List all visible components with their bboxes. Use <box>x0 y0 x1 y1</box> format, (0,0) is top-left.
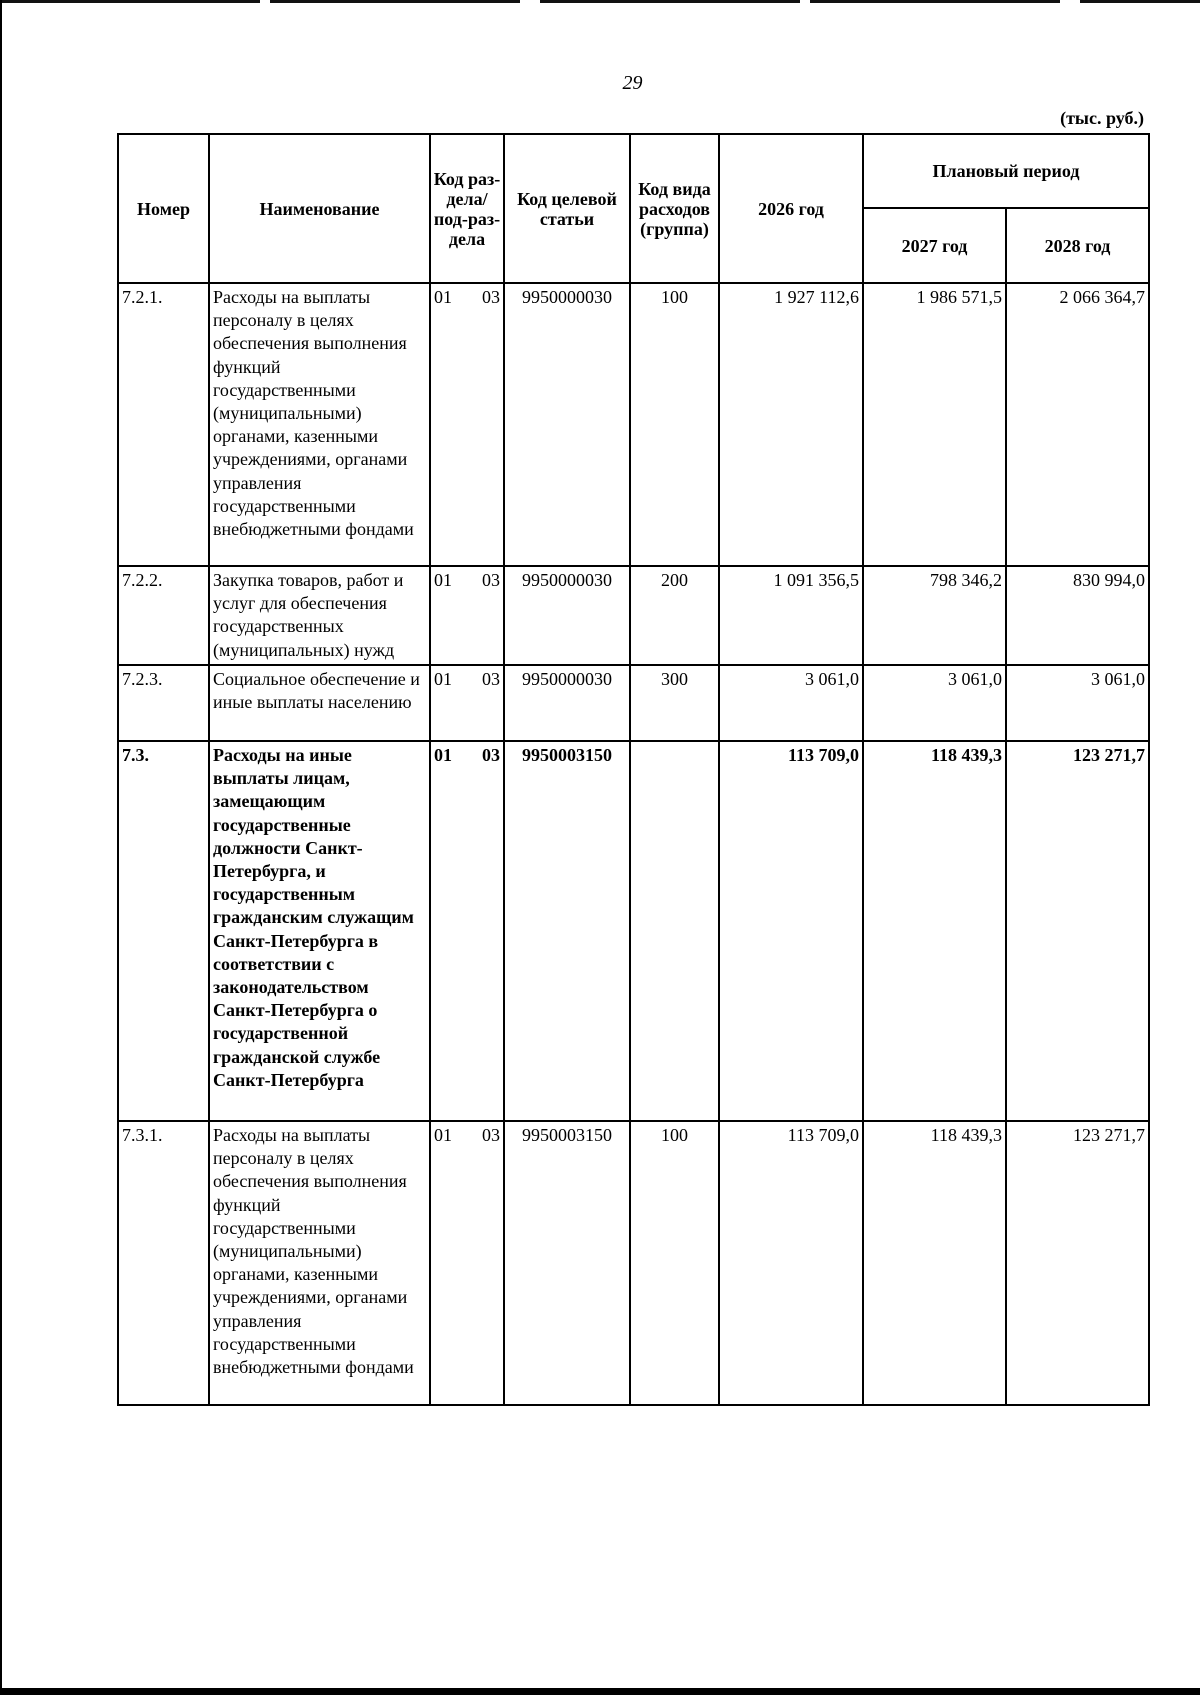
row-section <box>430 1121 504 1405</box>
row-target-code: 9950000030 <box>504 566 630 665</box>
budget-table <box>117 133 1150 1406</box>
subsection-code: 03 <box>482 287 500 307</box>
row-number: 7.2.2. <box>118 566 209 665</box>
row-target-code: 9950000030 <box>504 283 630 566</box>
table-row <box>118 665 1149 741</box>
row-amount-2026: 1 927 112,6 <box>719 283 863 566</box>
header-number: Номер <box>118 134 209 283</box>
row-expense-group: 300 <box>630 665 719 741</box>
row-target-code: 9950003150 <box>504 741 630 1121</box>
scan-top-edge <box>0 0 1200 3</box>
row-expense-group: 200 <box>630 566 719 665</box>
row-amount-2028: 123 271,7 <box>1006 1121 1149 1405</box>
row-section <box>430 741 504 1121</box>
header-expense-type: Код вида расходов (группа) <box>630 134 719 283</box>
row-amount-2028: 123 271,7 <box>1006 741 1149 1121</box>
row-amount-2026: 113 709,0 <box>719 741 863 1121</box>
header-section: Код раз-дела/ под-раз-дела <box>430 134 504 283</box>
row-amount-2027: 118 439,3 <box>863 1121 1006 1405</box>
row-section <box>430 283 504 566</box>
row-expense-group: 100 <box>630 1121 719 1405</box>
row-expense-group: 100 <box>630 283 719 566</box>
row-amount-2026: 3 061,0 <box>719 665 863 741</box>
section-code: 01 <box>434 570 452 590</box>
section-code: 01 <box>434 287 452 307</box>
row-number: 7.3.1. <box>118 1121 209 1405</box>
section-code: 01 <box>434 669 452 689</box>
header-planned-period: Плановый период <box>863 134 1149 208</box>
scan-bottom-edge <box>0 1688 1200 1695</box>
subsection-code: 03 <box>482 669 500 689</box>
row-amount-2027: 3 061,0 <box>863 665 1006 741</box>
row-amount-2027: 118 439,3 <box>863 741 1006 1121</box>
subsection-code: 03 <box>482 745 500 765</box>
row-section <box>430 566 504 665</box>
table-row <box>118 283 1149 566</box>
row-name: Расходы на выплаты персоналу в целях обеспечения выполнения функций государственными (муниципальными) органами, казенными учреждениями, органами управления государственными внебюджетными фондами <box>209 1121 430 1405</box>
row-name: Расходы на иные выплаты лицам, замещающим государственные должности Санкт-Петербурга, и государственным гражданским служащим Санкт-Петербурга в соответствии с законодательством Санкт-Петербурга о государственной гражданской службе Санкт-Петербурга <box>209 741 430 1121</box>
row-amount-2026: 1 091 356,5 <box>719 566 863 665</box>
row-amount-2026: 113 709,0 <box>719 1121 863 1405</box>
header-year-2028: 2028 год <box>1006 208 1149 283</box>
subsection-code: 03 <box>482 570 500 590</box>
row-amount-2027: 1 986 571,5 <box>863 283 1006 566</box>
section-code: 01 <box>434 745 452 765</box>
row-name: Социальное обеспечение и иные выплаты населению <box>209 665 430 741</box>
row-name: Закупка товаров, работ и услуг для обеспечения государственных (муниципальных) нужд <box>209 566 430 665</box>
row-expense-group <box>630 741 719 1121</box>
row-number: 7.2.1. <box>118 283 209 566</box>
subsection-code: 03 <box>482 1125 500 1145</box>
row-amount-2028: 2 066 364,7 <box>1006 283 1149 566</box>
section-code: 01 <box>434 1125 452 1145</box>
header-target: Код целевой статьи <box>504 134 630 283</box>
row-section <box>430 665 504 741</box>
header-year-2026: 2026 год <box>719 134 863 283</box>
scan-left-edge <box>0 0 2 1695</box>
row-amount-2028: 830 994,0 <box>1006 566 1149 665</box>
table-row <box>118 566 1149 665</box>
header-year-2027: 2027 год <box>863 208 1006 283</box>
row-name: Расходы на выплаты персоналу в целях обеспечения выполнения функций государственными (муниципальными) органами, казенными учреждениями, органами управления государственными внебюджетными фондами <box>209 283 430 566</box>
row-amount-2028: 3 061,0 <box>1006 665 1149 741</box>
table-row-section-total <box>118 741 1149 1121</box>
page-number: 29 <box>622 72 643 94</box>
row-target-code: 9950003150 <box>504 1121 630 1405</box>
row-target-code: 9950000030 <box>504 665 630 741</box>
row-amount-2027: 798 346,2 <box>863 566 1006 665</box>
row-number: 7.3. <box>118 741 209 1121</box>
units-label: (тыс. руб.) <box>1060 108 1144 128</box>
header-name: Наименование <box>209 134 430 283</box>
table-row <box>118 1121 1149 1405</box>
row-number: 7.2.3. <box>118 665 209 741</box>
